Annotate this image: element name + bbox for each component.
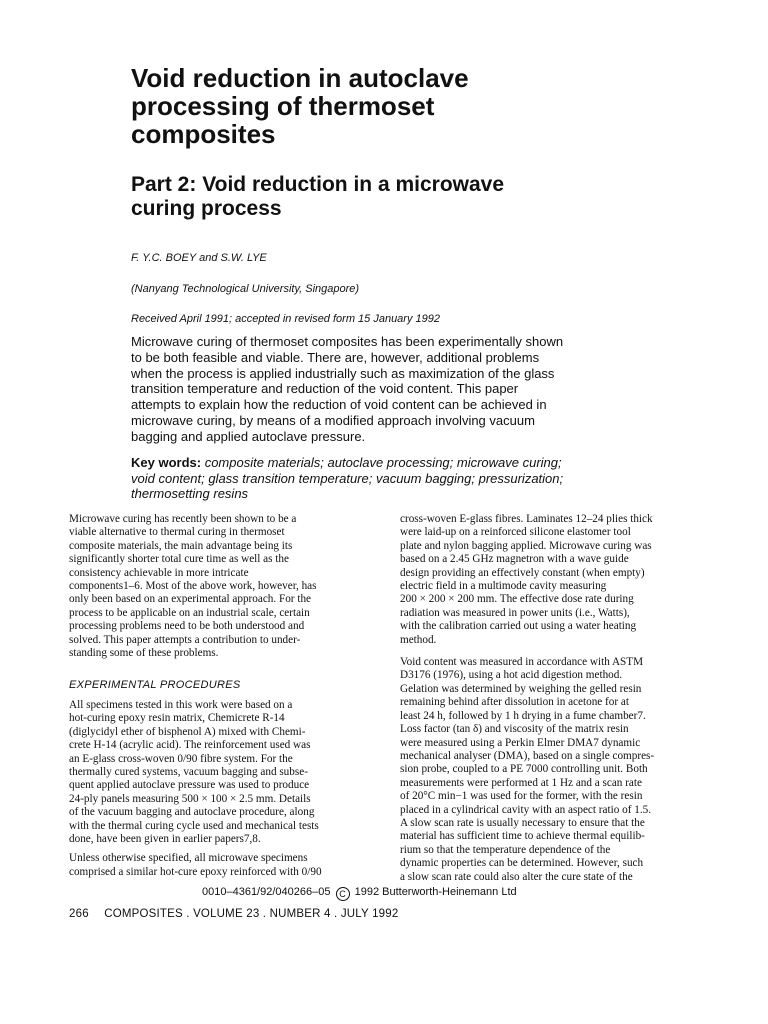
text-line: of 20°C min−1 was used for the former, with the resin [400, 790, 643, 803]
text-line: a slow scan rate could also alter the cure state of the [400, 870, 633, 883]
text-line: plate and nylon bagging applied. Microwave curing was [400, 539, 652, 552]
intro-paragraph [69, 513, 369, 660]
text-line: sion probe, coupled to a PE 7000 controlling unit. Both [400, 763, 648, 776]
text-line: only been based on an experimental approach. For the [69, 593, 312, 606]
text-line: rium so that the temperature dependence of the [400, 843, 611, 856]
body-paragraph [69, 699, 369, 846]
body-paragraph [400, 656, 700, 884]
page-number: 266 [69, 908, 89, 920]
subtitle-line: curing process [131, 197, 282, 220]
doi-copyright-line [202, 885, 517, 901]
received-dates: Received April 1991; accepted in revised form 15 January 1992 [131, 313, 440, 325]
abstract-line: when the process is applied industrially such as maximization of the glass [131, 365, 555, 381]
keywords-label: Key words: [131, 455, 202, 470]
keywords [131, 455, 651, 502]
authors: F. Y.C. BOEY and S.W. LYE [131, 252, 267, 264]
text-line: were measured using a Perkin Elmer DMA7 dynamic [400, 736, 641, 749]
title-line: processing of thermoset [131, 91, 435, 121]
text-line: done, have been given in earlier papers7,8. [69, 832, 261, 845]
text-line: composite materials, the main advantage being its [69, 539, 293, 552]
text-line: 24-ply panels measuring 500 × 100 × 2.5 mm. Details [69, 792, 311, 805]
body-paragraph [400, 513, 700, 647]
journal-code: 0010–4361/92/040266–05 [202, 886, 331, 898]
text-line: placed in a cylindrical cavity with an aspect ratio of 1.5. [400, 803, 652, 816]
affiliation: (Nanyang Technological University, Singapore) [131, 283, 360, 295]
keywords-text: composite materials; autoclave processing; microwave curing; [204, 455, 562, 470]
text-line: remaining behind after dissolution in acetone for at [400, 696, 629, 709]
text-line: comprised a similar hot-cure epoxy reinforced with 0/90 [69, 865, 322, 878]
text-line: crete H-14 (acrylic acid). The reinforcement used was [69, 739, 311, 752]
text-line: 200 × 200 × 200 mm. The effective dose rate during [400, 593, 634, 606]
text-line: mechanical analyser (DMA), based on a single compres- [400, 749, 655, 762]
journal-citation: COMPOSITES . VOLUME 23 . NUMBER 4 . JULY 1992 [104, 908, 399, 920]
abstract-line: bagging and applied autoclave pressure. [131, 428, 366, 444]
title-line: composites [131, 119, 276, 149]
text-line: hot-curing epoxy resin matrix, Chemicrete R-14 [69, 712, 285, 725]
text-line: significantly shorter total cure time as well as the [69, 553, 289, 566]
article-subtitle [131, 173, 691, 221]
abstract-line: Microwave curing of thermoset composites has been experimentally shown [131, 334, 564, 349]
title-line: Void reduction in autoclave [131, 63, 469, 93]
copyright-symbol: C [336, 887, 350, 901]
text-line: cross-woven E-glass fibres. Laminates 12–24 plies thick [400, 513, 653, 525]
publisher: 1992 Butterworth-Heinemann Ltd [354, 886, 517, 898]
journal-footer [69, 907, 398, 921]
text-line: least 24 h, followed by 1 h drying in a fume chamber7. [400, 709, 646, 722]
text-line: A slow scan rate is usually necessary to ensure that the [400, 816, 645, 829]
text-line: Loss factor (tan δ) and viscosity of the matrix resin [400, 723, 629, 736]
left-column [69, 513, 369, 879]
text-line: of the vacuum bagging and autoclave procedure, along [69, 806, 315, 819]
text-line: were laid-up on a reinforced silicone elastomer tool [400, 526, 631, 539]
text-line: viable alternative to thermal curing in thermoset [69, 526, 285, 539]
keywords-line [131, 455, 651, 471]
text-line: Gelation was determined by weighing the gelled resin [400, 682, 642, 695]
text-line: design providing an effectively constant (when empty) [400, 566, 645, 579]
text-line: radiation was measured in power units (i.e., Watts), [400, 606, 630, 619]
text-line: process to be applicable on an industrial scale, certain [69, 606, 310, 619]
article-title [131, 64, 691, 148]
text-line: dynamic properties can be determined. However, such [400, 857, 644, 870]
abstract-line: attempts to explain how the reduction of void content can be achieved in [131, 397, 547, 413]
keywords-text: void content; glass transition temperature; vacuum bagging; pressurization; [131, 470, 564, 486]
text-line: components1–6. Most of the above work, however, has [69, 580, 317, 593]
subtitle-line: Part 2: Void reduction in a microwave [131, 173, 505, 196]
text-line: quent applied autoclave pressure was used to produce [69, 779, 310, 792]
text-line: with the thermal curing cycle used and mechanical tests [69, 819, 319, 832]
text-line: method. [400, 633, 437, 646]
text-line: Unless otherwise specified, all microwave specimens [69, 852, 308, 865]
text-line: electric field in a multimode cavity measuring [400, 580, 607, 593]
text-line: measurements were performed at 1 Hz and a scan rate [400, 776, 642, 789]
text-line: Microwave curing has recently been shown to be a [69, 513, 297, 525]
text-line: (diglycidyl ether of bisphenol A) mixed with Chemi- [69, 725, 306, 738]
text-line: All specimens tested in this work were based on a [69, 698, 293, 711]
abstract-line: to be both feasible and viable. There are, however, additional problems [131, 349, 540, 365]
abstract-line: transition temperature and reduction of the void content. This paper [131, 381, 519, 397]
text-line: processing problems need to be both understood and [69, 620, 305, 633]
text-line: consistency achievable in more intricate [69, 566, 249, 579]
text-line: an E-glass cross-woven 0/90 fibre system. For the [69, 752, 293, 765]
body-paragraph [69, 852, 369, 879]
text-line: material has sufficient time to achieve thermal equilib- [400, 830, 645, 843]
text-line: D3176 (1976), using a hot acid digestion method. [400, 669, 623, 682]
text-line: Void content was measured in accordance with ASTM [400, 656, 644, 669]
section-heading: EXPERIMENTAL PROCEDURES [69, 679, 241, 692]
text-line: with the calibration carried out using a water heating [400, 620, 637, 633]
text-line: thermally cured systems, vacuum bagging and subse- [69, 765, 308, 778]
keywords-text: thermosetting resins [131, 486, 249, 501]
abstract [131, 334, 651, 445]
right-column [400, 513, 700, 884]
text-line: standing some of these problems. [69, 647, 219, 660]
text-line: based on a 2.45 GHz magnetron with a wave guide [400, 553, 629, 566]
text-line: solved. This paper attempts a contribution to under- [69, 633, 301, 646]
abstract-line: microwave curing, by means of a modified approach involving vacuum [131, 412, 535, 428]
